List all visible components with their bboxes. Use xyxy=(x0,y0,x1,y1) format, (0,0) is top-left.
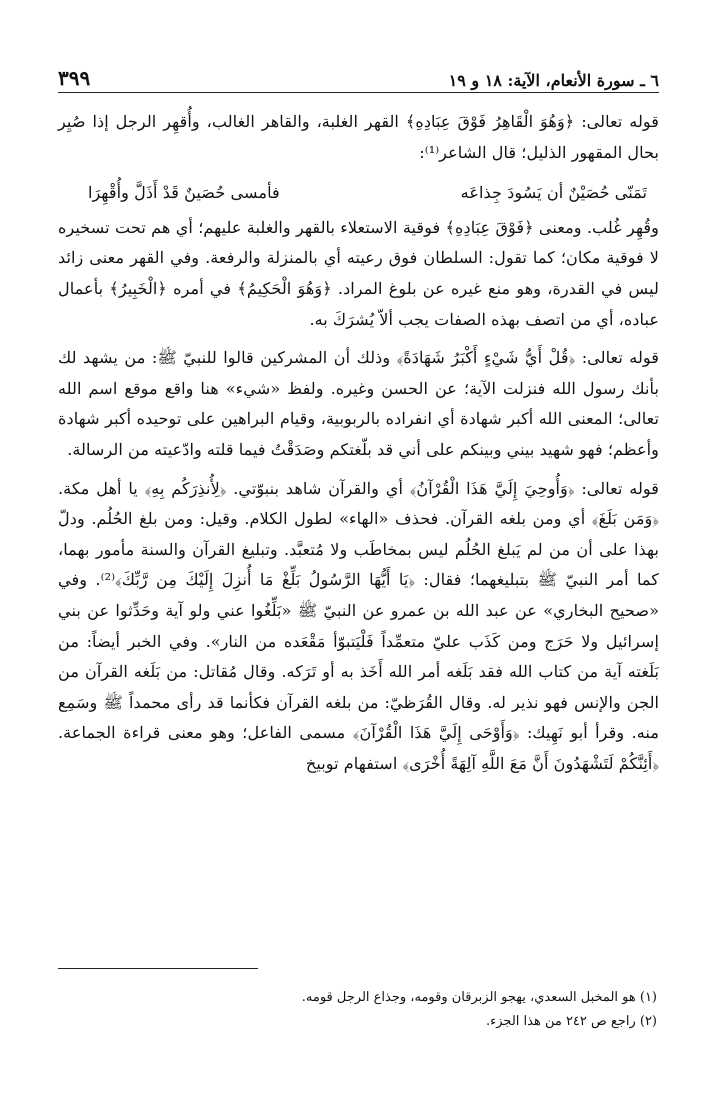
footnote: (٢) راجع ص ٢٤٢ من هذا الجزء. xyxy=(486,1014,657,1029)
paragraph: قوله تعالى: ﴿قُلْ أَيُّ شَيْءٍ أَكْبَرُ شَهَادَةً﴾ وذلك أن المشركين قالوا للنبيّ ﷺ: من يشهد لك بأنك رسول الله فنزلت الآية؛ عن الحسن وغيره. ولفظ «شيء» هنا واقع موقع اسم الله تعالى؛ المعنى الله أكبر شهادة أي انفراده بالربوبية، وقيام البراهين على توحيده أكبر شهادة وأعظم؛ فهو شهيد بيني وبينكم على أني قد بلّغتكم وصَدَقْتُ فيما قلته وادّعيته من الرسالة. xyxy=(58,348,659,459)
footnotes xyxy=(57,986,657,1034)
page-number: ٣٩٩ xyxy=(58,66,91,90)
paragraph: قوله تعالى: ﴿وَأُوحِيَ إِلَيَّ هَذَا الْقُرْآنُ﴾ أي والقرآن شاهد بنبوّتي. ﴿لِأُنذِرَكُم بِهِ﴾ يا أهل مكة. ﴿وَمَن بَلَغَ﴾ أي ومن بلغه القرآن. فحذف «الهاء» لطول الكلام. وقيل: ومن بلغ الحُلُم. ودلّ بهذا على أن من لم يَبلغ الحُلُم ليس بمخاطَب ولا مُتعبَّد. وتبليغ القرآن والسنة مأمور بهما، كما أمر النبيّ ﷺ بتبليغهما؛ فقال: ﴿يَا أَيُّهَا الرَّسُولُ بَلِّغْ مَا أُنزِلَ إِلَيْكَ مِن رَّبِّكَ﴾⁽²⁾. وفي «صحيح البخاري» عن عبد الله بن عمرو عن النبيّ ﷺ «بَلِّغُوا عني ولو آية وحَدِّثوا عن بني إسرائيل ولا حَرَج ومن كَذَب عليّ متعمِّداً فَلْيَتبوّأ مَقْعَده من النار». وفي الخبر أيضاً: من بَلَغته آية من كتاب الله فقد بَلَغه أمر الله أَخَذ به أو تَرَكه. وقال مُقاتل: من بَلَغه القرآن من الجن والإنس فهو نذير له. وقال القُرَظيّ: من بلغه القرآن فكأنما قد رأى محمداً ﷺ وسَمِع منه. وقرأ أبو نَهِيك: ﴿وَأَوْحَى إِلَيَّ هَذَا الْقُرْآنَ﴾ مسمى الفاعل؛ وهو معنى قراءة الجماعة. ﴿أَئِنَّكُمْ لَتَشْهَدُونَ أَنَّ مَعَ اللَّهِ آلِهَةً أُخْرَى﴾ استفهام توبيخ xyxy=(58,478,659,773)
footnote: (١) هو المخبل السعدي، يهجو الزبرقان وقومه، وجذاع الرجل قومه. xyxy=(301,990,657,1005)
verse-hemistich-1: تَمَنّى حُصَيْنٌ أن يَسُودَ جِذاعَه xyxy=(460,183,647,203)
main-text xyxy=(58,107,659,779)
paragraph: قوله تعالى: ﴿وَهُوَ الْقَاهِرُ فَوْقَ عِبَادِهِ﴾ القهر الغلبة، والقاهر الغالب، وأُقهِر الرجل إذا صُيِر بحال المقهور الذليل؛ قال الشاعر⁽¹⁾: xyxy=(58,112,659,162)
running-header xyxy=(58,62,659,93)
poetry-verse xyxy=(58,176,659,213)
footnote-divider xyxy=(58,968,258,969)
header-title: ٦ ـ سورة الأنعام، الآية: ١٨ و ١٩ xyxy=(448,71,659,90)
paragraph: وقُهِر غُلب. ومعنى ﴿فَوْقَ عِبَادِهِ﴾ فوقية الاستعلاء بالقهر والغلبة عليهم؛ أي هم تحت تسخيره لا فوقية مكان؛ كما تقول: السلطان فوق رعيته أي بالمنزلة والرفعة. وفي القهر معنى زائد ليس في القدرة، وهو منع غيره عن بلوغ المراد. ﴿وَهُوَ الْحَكِيمُ﴾ في أمره ﴿الْخَبِيرُ﴾ بأعمال عباده، أي من اتصف بهذه الصفات يجب ألاّ يُشرَكَ به. xyxy=(58,217,659,329)
verse-hemistich-2: فأمسى حُصَينٌ قَدْ أَذَلَّ وأُقْهِرَا xyxy=(88,183,280,203)
